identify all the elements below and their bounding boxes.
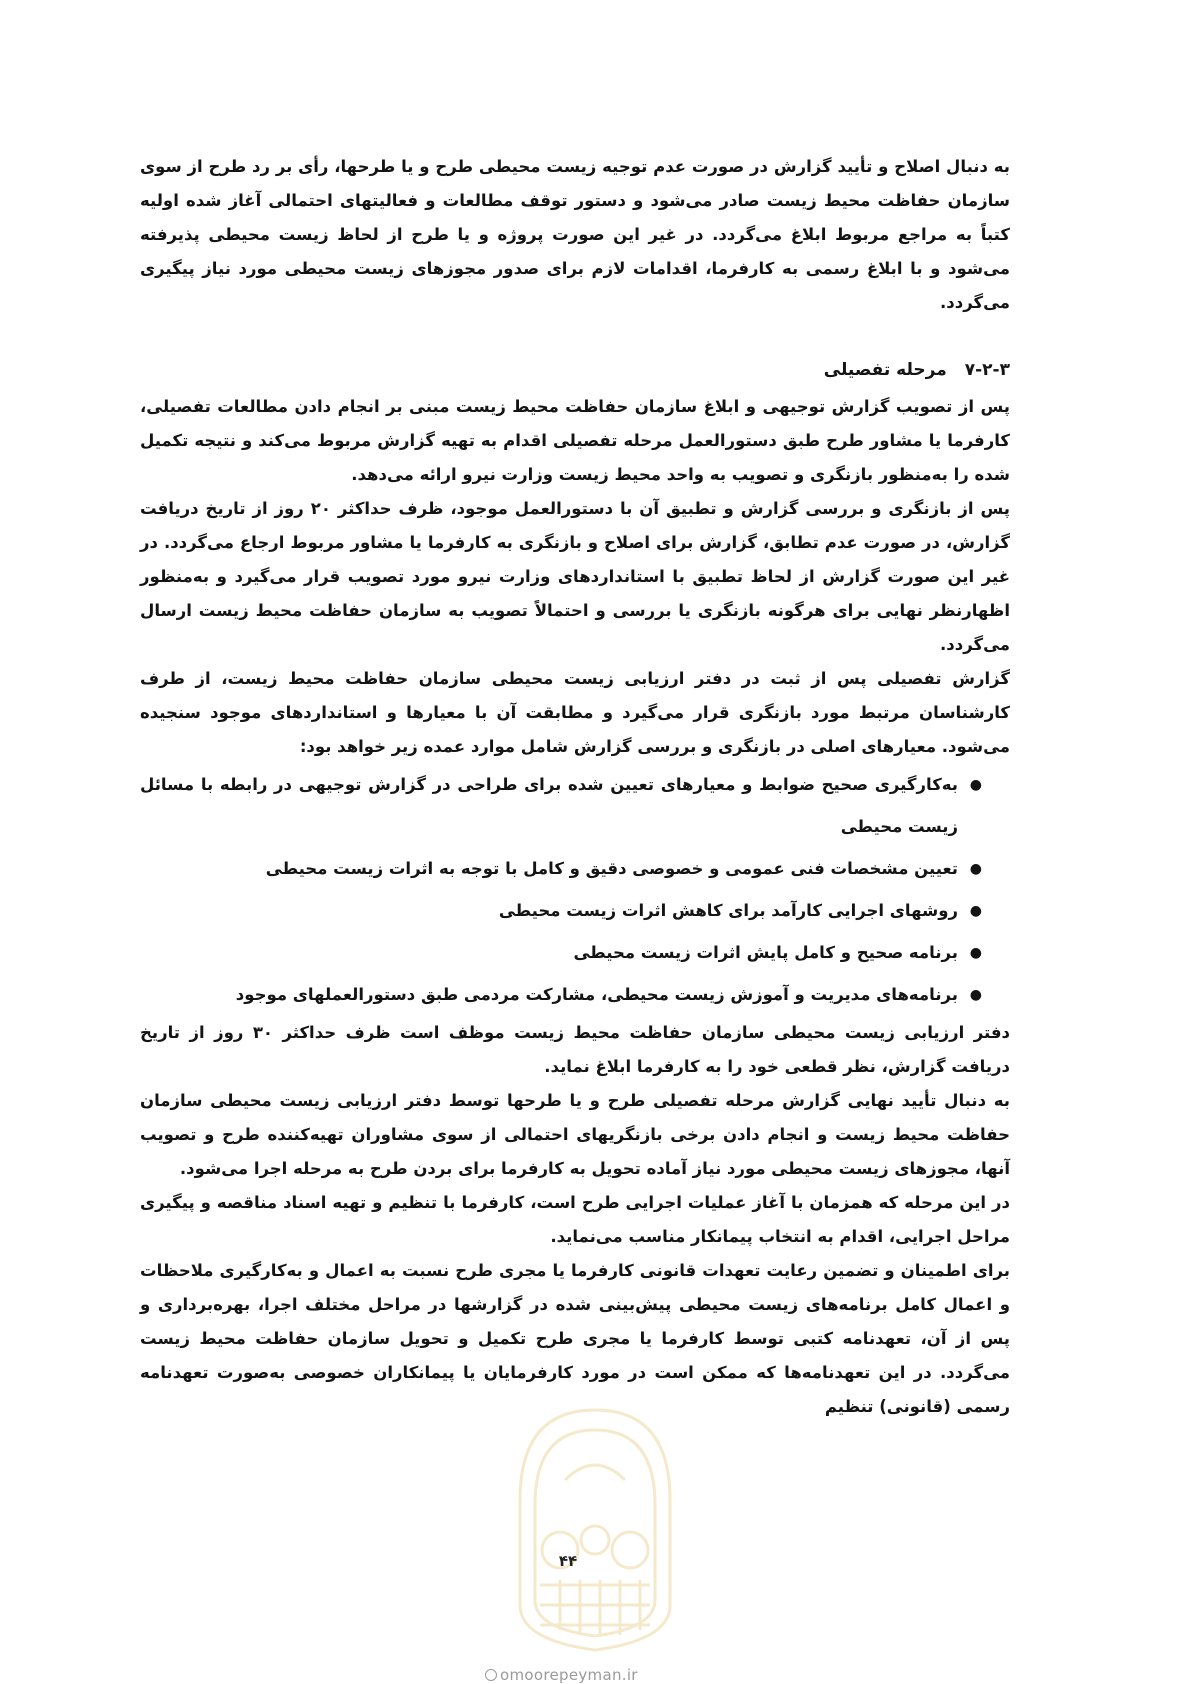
paragraph: گزارش تفصیلی پس از ثبت در دفتر ارزیابی زیست محیطی سازمان حفاظت محیط زیست، از طرف کارشناسان مرتبط مورد بازنگری قرار می‌گیرد و مطابقت آن با معیارها و استانداردهای موجود سنجیده می‌شود. معیارهای اصلی در بازنگری و بررسی گزارش شامل موارد عمده زیر خواهد بود: — [140, 669, 1010, 756]
list-item — [140, 764, 982, 848]
seal-logo-icon — [480, 1390, 710, 1660]
bullet-icon: ● — [969, 945, 982, 961]
paragraph: به دنبال اصلاح و تأیید گزارش در صورت عدم توجیه زیست محیطی طرح و یا طرحها، رأی بر رد طرح از سوی سازمان حفاظت محیط زیست صادر می‌شود و دستور توقف مطالعات و فعالیتهای احتمالی آغاز شده اولیه کتباً به مراجع مربوط ابلاغ می‌گردد. در غیر این صورت پروژه و یا طرح از لحاظ زیست محیطی پذیرفته می‌شود و با ابلاغ رسمی به کارفرما، اقدامات لازم برای صدور مجوزهای زیست محیطی مورد نیاز پیگیری می‌گردد. — [140, 157, 1010, 312]
page-body — [140, 150, 1010, 1424]
section-title: مرحله تفصیلی — [823, 360, 947, 380]
criteria-list — [140, 764, 1010, 1016]
page-number: ۴۴ — [558, 1552, 578, 1570]
globe-icon — [485, 1669, 497, 1681]
list-item-text: تعیین مشخصات فنی عمومی و خصوصی دقیق و کامل با توجه به اثرات زیست محیطی — [265, 859, 958, 878]
paragraph: برای اطمینان و تضمین رعایت تعهدات قانونی کارفرما یا مجری طرح نسبت به اعمال و به‌کارگیری ملاحظات و اعمال کامل برنامه‌های زیست محیطی پیش‌بینی شده در گزارشها در مراحل مختلف اجرا، بهره‌برداری و پس از آن، تعهدنامه کتبی توسط کارفرما یا مجری طرح تکمیل و تحویل سازمان حفاظت محیط زیست می‌گردد. در این تعهدنامه‌ها که ممکن است در مورد کارفرمایان یا پیمانکاران خصوصی به‌صورت تعهدنامه رسمی (قانونی) تنظیم — [140, 1261, 1010, 1416]
paragraph: پس از تصویب گزارش توجیهی و ابلاغ سازمان حفاظت محیط زیست مبنی بر انجام دادن مطالعات تفصیلی، کارفرما یا مشاور طرح طبق دستورالعمل مرحله تفصیلی اقدام به تهیه گزارش مربوط می‌کند و نتیجه تکمیل شده را به‌منظور بازنگری و تصویب به واحد محیط زیست وزارت نیرو ارائه می‌دهد. — [140, 397, 1010, 484]
bullet-icon: ● — [969, 861, 982, 877]
list-item-text: روشهای اجرایی کارآمد برای کاهش اثرات زیست محیطی — [498, 901, 958, 920]
list-item-text: برنامه‌های مدیریت و آموزش زیست محیطی، مشارکت مردمی طبق دستورالعملهای موجود — [235, 985, 958, 1004]
spacer — [140, 320, 1010, 350]
paragraph: در این مرحله که همزمان با آغاز عملیات اجرایی طرح است، کارفرما با تنظیم و تهیه اسناد مناقصه و پیگیری مراحل اجرایی، اقدام به انتخاب پیمانکار مناسب می‌نماید. — [140, 1193, 1010, 1246]
bullet-icon: ● — [969, 777, 982, 793]
bullet-icon: ● — [969, 987, 982, 1003]
list-item-text: به‌کارگیری صحیح ضوابط و معیارهای تعیین شده برای طراحی در گزارش توجیهی در رابطه با مسائل زیست محیطی — [140, 775, 958, 836]
list-item — [140, 974, 982, 1016]
paragraph: به دنبال تأیید نهایی گزارش مرحله تفصیلی طرح و یا طرحها توسط دفتر ارزیابی زیست محیطی سازمان حفاظت محیط زیست و انجام دادن برخی بازنگریهای احتمالی از سوی مشاوران تهیه‌کننده طرح و تصویب آنها، مجوزهای زیست محیطی مورد نیاز آماده تحویل به کارفرما برای بردن طرح به مرحله اجرا می‌شود. — [140, 1091, 1010, 1178]
list-item — [140, 848, 982, 890]
list-item-text: برنامه صحیح و کامل پایش اثرات زیست محیطی — [573, 943, 958, 962]
section-number: ۷-۲-۳ — [964, 360, 1010, 380]
list-item — [140, 890, 982, 932]
footer-website — [485, 1666, 638, 1684]
section-heading — [140, 350, 1010, 390]
website-text: omoorepeyman.ir — [500, 1666, 638, 1684]
list-item — [140, 932, 982, 974]
paragraph: دفتر ارزیابی زیست محیطی سازمان حفاظت محیط زیست موظف است ظرف حداکثر ۳۰ روز از تاریخ دریافت گزارش، نظر قطعی خود را به کارفرما ابلاغ نماید. — [140, 1023, 1010, 1076]
paragraph: پس از بازنگری و بررسی گزارش و تطبیق آن با دستورالعمل موجود، ظرف حداکثر ۲۰ روز از تاریخ دریافت گزارش، در صورت عدم تطابق، گزارش برای اصلاح و بازنگری به کارفرما یا مشاور مربوط ارجاع می‌گردد. در غیر این صورت گزارش از لحاظ تطبیق با استانداردهای وزارت نیرو مورد تصویب قرار می‌گیرد و به‌منظور اظهارنظر نهایی برای هرگونه بازنگری یا بررسی و احتمالاً تصویب به سازمان حفاظت محیط زیست ارسال می‌گردد. — [140, 499, 1011, 654]
bullet-icon: ● — [969, 903, 982, 919]
